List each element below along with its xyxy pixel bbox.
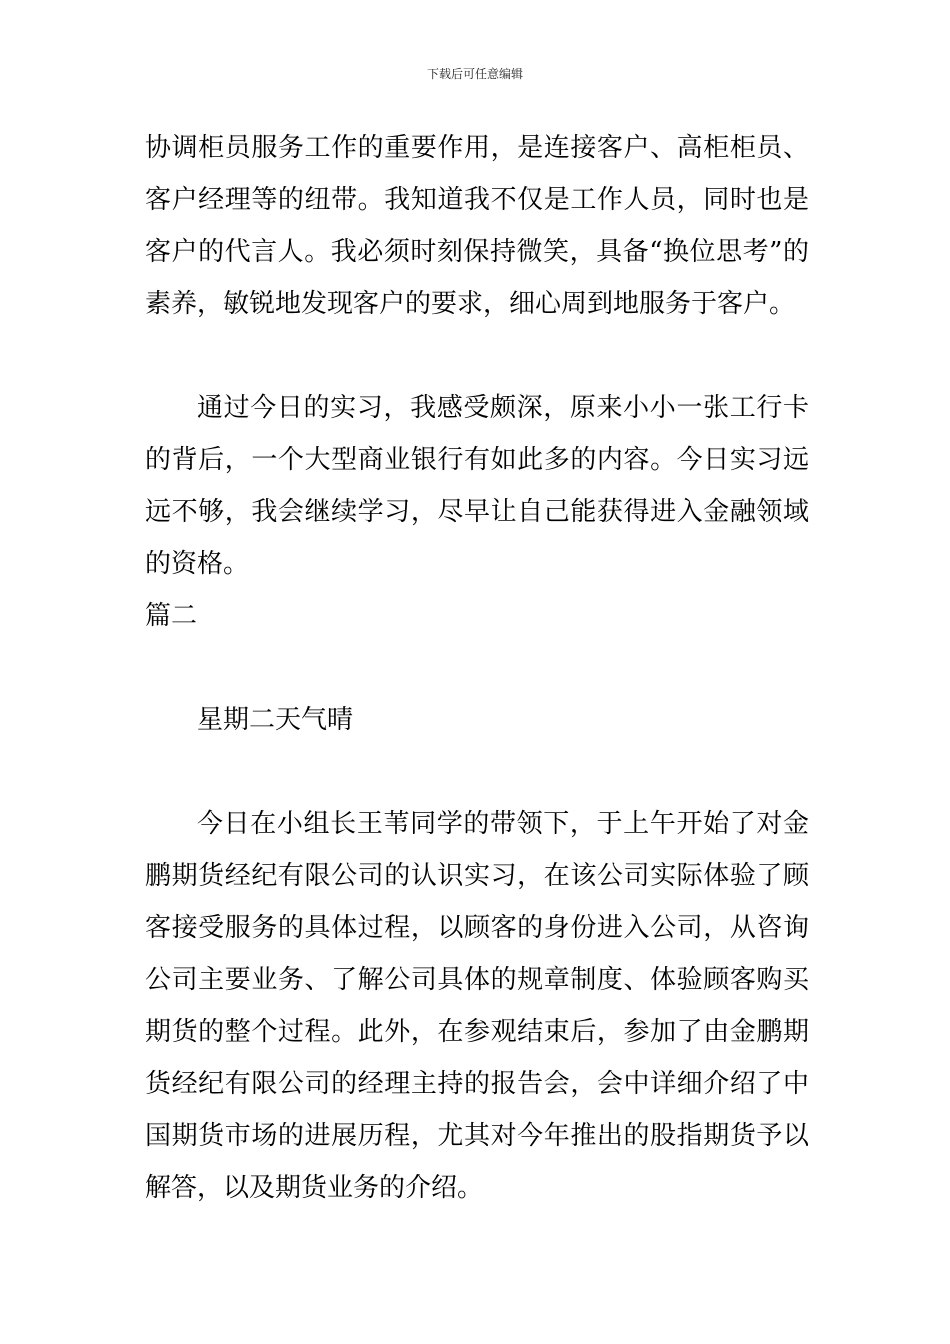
paragraph-gap — [145, 330, 809, 382]
section-title: 篇二 — [145, 601, 198, 631]
paragraph-continuation: 协调柜员服务工作的重要作用，是连接客户、高柜柜员、客户经理等的纽带。我知道我不仅是工作人员，同时也是客户的代言人。我必须时刻保持微笑，具备“换位思考”的素养，敏锐地发现客户的要求，细心周到地服务于客户。 — [145, 133, 809, 319]
document-body — [145, 122, 809, 1214]
paragraph-internship-visit: 今日在小组长王苇同学的带领下，于上午开始了对金鹏期货经纪有限公司的认识实习，在该公司实际体验了顾客接受服务的具体过程，以顾客的身份进入公司，从咨询公司主要业务、了解公司具体的规章制度、体验顾客购买期货的整个过程。此外，在参观结束后，参加了由金鹏期货经纪有限公司的经理主持的报告会，会中详细介绍了中国期货市场的进展历程，尤其对今年推出的股指期货予以解答，以及期货业务的介绍。 — [145, 809, 809, 1203]
page-header: 下载后可任意编辑 — [426, 67, 523, 81]
paragraph-gap — [145, 746, 809, 798]
date-weather-line: 星期二天气晴 — [197, 705, 354, 735]
paragraph-gap — [145, 642, 809, 694]
paragraph-reflection: 通过今日的实习，我感受颇深，原来小小一张工行卡的背后，一个大型商业银行有如此多的内容。今日实习远远不够，我会继续学习，尽早让自己能获得进入金融领域的资格。 — [145, 393, 809, 579]
